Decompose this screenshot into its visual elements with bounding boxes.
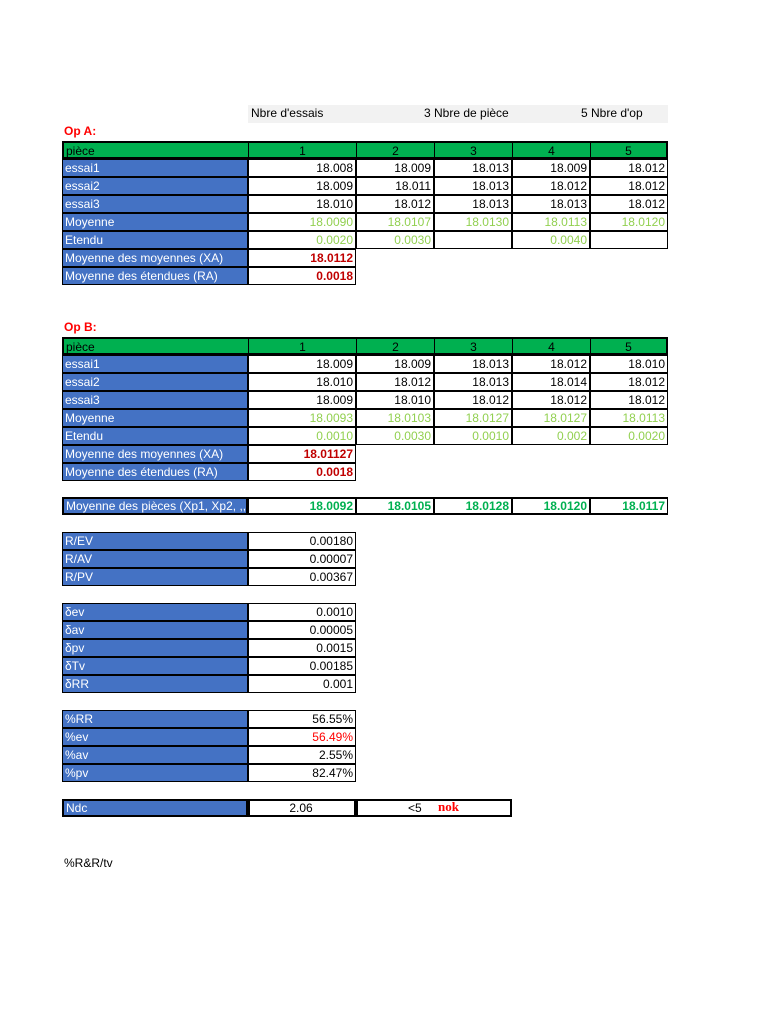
row-value: 18.012 [434, 391, 512, 409]
nbre-piece-label: Nbre de pièce [434, 106, 509, 120]
percents-label: %ev [62, 728, 248, 746]
header-col-1: 1 [248, 141, 356, 159]
nbre-essais-value: 3 [424, 106, 431, 120]
row-value: 18.012 [590, 195, 668, 213]
nbre-essais-label: Nbre d'essais [251, 106, 324, 120]
ratios-label: R/AV [62, 550, 248, 568]
row-label-essai3: essai3 [62, 195, 248, 213]
xa-label: Moyenne des moyennes (XA) [62, 249, 248, 267]
row-value: 0.0010 [248, 427, 356, 445]
nbre-op-label: Nbre d'op [591, 106, 643, 120]
row-value: 18.0127 [512, 409, 590, 427]
ratios-value: 0.00180 [248, 532, 356, 550]
op-b-title: Op B: [64, 320, 97, 334]
row-label-essai2: essai2 [62, 373, 248, 391]
header-col-3: 3 [434, 337, 512, 355]
percents-value: 82.47% [248, 764, 356, 782]
row-value: 0.0040 [512, 231, 590, 249]
row-value: 18.009 [248, 355, 356, 373]
deltas-label: δev [62, 603, 248, 621]
row-value: 18.013 [434, 159, 512, 177]
row-value: 18.0093 [248, 409, 356, 427]
pieces-label: Moyenne des pièces (Xp1, Xp2, ,, [62, 497, 248, 515]
deltas-value: 0.00005 [248, 621, 356, 639]
percents-label: %pv [62, 764, 248, 782]
row-label-moyenne: Moyenne [62, 213, 248, 231]
deltas-value: 0.00185 [248, 657, 356, 675]
ra-label: Moyenne des étendues (RA) [62, 463, 248, 481]
row-value: 18.009 [248, 177, 356, 195]
row-value: 0.002 [512, 427, 590, 445]
row-label-etendu: Etendu [62, 231, 248, 249]
deltas-label: δpv [62, 639, 248, 657]
header-col-4: 4 [512, 141, 590, 159]
row-value: 18.0130 [434, 213, 512, 231]
row-value: 0.0030 [356, 427, 434, 445]
percents-value: 2.55% [248, 746, 356, 764]
row-value: 18.0103 [356, 409, 434, 427]
row-label-etendu: Etendu [62, 427, 248, 445]
row-value: 18.012 [356, 373, 434, 391]
row-value: 18.012 [512, 355, 590, 373]
ra-label: Moyenne des étendues (RA) [62, 267, 248, 285]
deltas-value: 0.0010 [248, 603, 356, 621]
ndc-threshold: <5 [408, 801, 422, 815]
header-col-2: 2 [356, 337, 434, 355]
ratios-label: R/EV [62, 532, 248, 550]
deltas-label: δRR [62, 675, 248, 693]
row-value: 18.009 [356, 355, 434, 373]
row-value: 18.010 [248, 373, 356, 391]
row-label-essai3: essai3 [62, 391, 248, 409]
xa-label: Moyenne des moyennes (XA) [62, 445, 248, 463]
row-value: 18.012 [356, 195, 434, 213]
row-value: 18.009 [512, 159, 590, 177]
piece-average-2: 18.0105 [356, 497, 434, 515]
deltas-label: δav [62, 621, 248, 639]
row-value: 18.014 [512, 373, 590, 391]
row-value: 0.0030 [356, 231, 434, 249]
row-value: 18.012 [512, 177, 590, 195]
ra-value: 0.0018 [248, 463, 356, 481]
row-value: 18.009 [356, 159, 434, 177]
ndc-status-box [356, 799, 512, 817]
header-col-5: 5 [590, 141, 668, 159]
header-col-4: 4 [512, 337, 590, 355]
row-value: 18.013 [434, 195, 512, 213]
row-value: 18.012 [512, 391, 590, 409]
row-value: 18.013 [434, 177, 512, 195]
ndc-value: 2.06 [248, 799, 356, 817]
row-value: 18.0090 [248, 213, 356, 231]
row-value: 18.013 [434, 373, 512, 391]
ratios-label: R/PV [62, 568, 248, 586]
row-value: 18.010 [590, 355, 668, 373]
row-value: 0.0020 [590, 427, 668, 445]
row-value: 18.012 [590, 391, 668, 409]
piece-average-1: 18.0092 [248, 497, 356, 515]
row-value: 18.0127 [434, 409, 512, 427]
nbre-piece-value: 5 [581, 106, 588, 120]
row-value: 18.013 [434, 355, 512, 373]
row-value: 18.0107 [356, 213, 434, 231]
piece-average-5: 18.0117 [590, 497, 668, 515]
header-label: pièce [62, 337, 248, 355]
ratios-value: 0.00007 [248, 550, 356, 568]
row-value: 18.0113 [512, 213, 590, 231]
row-value: 18.0120 [590, 213, 668, 231]
header-label: pièce [62, 141, 248, 159]
row-value: 18.010 [248, 195, 356, 213]
percents-value: 56.49% [248, 728, 356, 746]
row-value: 0.0010 [434, 427, 512, 445]
piece-average-4: 18.0120 [512, 497, 590, 515]
row-value: 18.013 [512, 195, 590, 213]
row-value: 18.011 [356, 177, 434, 195]
percents-value: 56.55% [248, 710, 356, 728]
deltas-label: δTv [62, 657, 248, 675]
row-label-essai1: essai1 [62, 159, 248, 177]
row-value: 0.0020 [248, 231, 356, 249]
header-col-3: 3 [434, 141, 512, 159]
row-value: 18.008 [248, 159, 356, 177]
op-a-title: Op A: [64, 124, 97, 138]
header-col-2: 2 [356, 141, 434, 159]
ratios-value: 0.00367 [248, 568, 356, 586]
ndc-status: nok [438, 800, 459, 814]
row-value: 18.012 [590, 177, 668, 195]
row-value: 18.0113 [590, 409, 668, 427]
row-value: 18.012 [590, 373, 668, 391]
header-col-5: 5 [590, 337, 668, 355]
row-value [590, 231, 668, 249]
deltas-value: 0.001 [248, 675, 356, 693]
percents-label: %av [62, 746, 248, 764]
xa-value: 18.01127 [248, 445, 356, 463]
deltas-value: 0.0015 [248, 639, 356, 657]
row-value [434, 231, 512, 249]
ra-value: 0.0018 [248, 267, 356, 285]
ndc-label: Ndc [62, 799, 248, 817]
header-col-1: 1 [248, 337, 356, 355]
row-label-essai1: essai1 [62, 355, 248, 373]
footer-text: %R&R/tv [64, 856, 113, 870]
xa-value: 18.0112 [248, 249, 356, 267]
row-label-moyenne: Moyenne [62, 409, 248, 427]
percents-label: %RR [62, 710, 248, 728]
piece-average-3: 18.0128 [434, 497, 512, 515]
row-label-essai2: essai2 [62, 177, 248, 195]
row-value: 18.010 [356, 391, 434, 409]
row-value: 18.012 [590, 159, 668, 177]
row-value: 18.009 [248, 391, 356, 409]
